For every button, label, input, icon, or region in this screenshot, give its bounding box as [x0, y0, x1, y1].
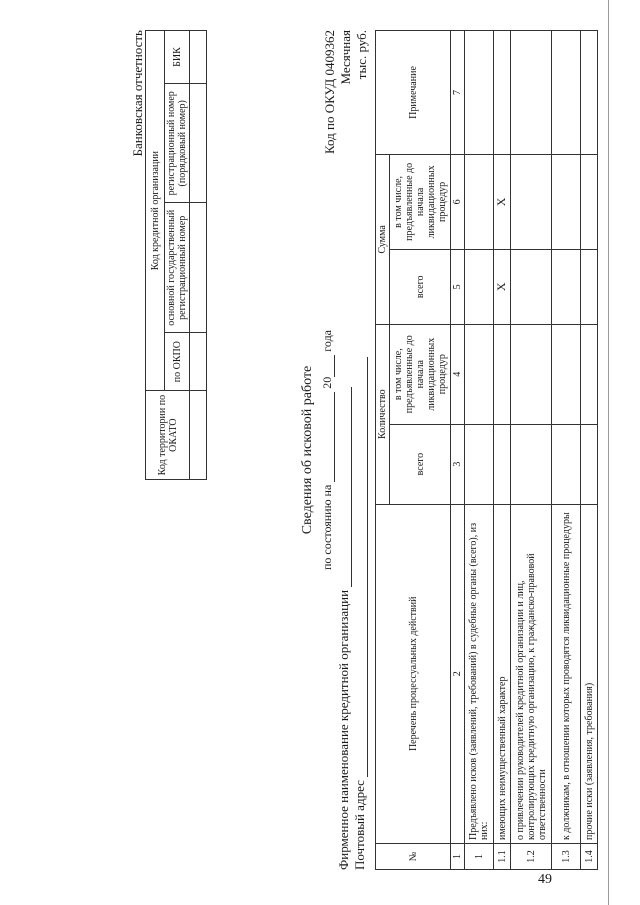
- column-number-7: 7: [451, 31, 465, 155]
- note-cell: [511, 31, 552, 155]
- sum-before-cell: [511, 154, 552, 249]
- sum-total-header: всего: [390, 249, 451, 324]
- quantity-total-cell: [465, 424, 494, 504]
- address-label: Почтовый адрес: [352, 780, 367, 870]
- quantity-before-cell: [581, 324, 598, 424]
- quantity-before-liquidation-header: в том числе, предъявленные до начала ликвидационных процедур: [390, 324, 451, 424]
- note-cell: [581, 31, 598, 155]
- column-number-5: 5: [451, 249, 465, 324]
- page-number: 49: [538, 872, 552, 887]
- okato-value-cell: [190, 391, 207, 480]
- org-name-line: [336, 350, 352, 870]
- quantity-before-cell: [465, 324, 494, 424]
- quantity-total-cell: [494, 424, 511, 504]
- ogrn-header: основной государственный регистрационный номер: [165, 203, 190, 333]
- sum-total-cell: [511, 249, 552, 324]
- table-row: [581, 31, 598, 870]
- date-blank: [334, 392, 335, 482]
- reporting-title: Банковская отчетность: [130, 30, 145, 157]
- row-label: Предъявлено исков (заявлений, требований) в судебные органы (всего), из них:: [465, 504, 494, 843]
- row-label: о привлечении руководителей кредитной организации и лиц, контролирующих кредитную организацию, к гражданско-правовой ответственности: [511, 504, 552, 843]
- year-suffix: года: [320, 329, 334, 352]
- address-blank: [367, 357, 368, 777]
- rotated-form: [130, 30, 595, 870]
- row-number: 1.3: [552, 844, 581, 870]
- ogrn-value-cell: [190, 203, 207, 333]
- col-number-header: №: [376, 844, 451, 870]
- codes-table: [145, 30, 207, 480]
- quantity-total-cell: [581, 424, 598, 504]
- okpo-header: по ОКПО: [165, 333, 190, 391]
- column-number-4: 4: [451, 324, 465, 424]
- bik-value-cell: [190, 31, 207, 84]
- sum-group-header: Сумма: [376, 154, 390, 324]
- reg-number-header: регистрационный номер (порядковый номер): [165, 84, 190, 203]
- sum-before-cell: X: [494, 154, 511, 249]
- reg-number-value-cell: [190, 84, 207, 203]
- column-number-6: 6: [451, 154, 465, 249]
- note-cell: [494, 31, 511, 155]
- table-row: [511, 31, 552, 870]
- sum-before-cell: [581, 154, 598, 249]
- row-label: к должникам, в отношении которых проводятся ликвидационные процедуры: [552, 504, 581, 843]
- table-row: [494, 31, 511, 870]
- org-name-label: Фирменное наименование кредитной организации: [336, 589, 351, 870]
- sum-before-liquidation-header: в том числе, предъявленные до начала ликвидационных процедур: [390, 154, 451, 249]
- paper-edge: [608, 0, 609, 905]
- okpo-value-cell: [190, 333, 207, 391]
- quantity-before-cell: [494, 324, 511, 424]
- note-cell: [552, 31, 581, 155]
- column-number-3: 3: [451, 424, 465, 504]
- document-title: Сведения об исковой работе: [300, 365, 315, 535]
- row-number: 1.4: [581, 844, 598, 870]
- report-date-prefix: по состоянию на: [320, 484, 334, 571]
- quantity-before-cell: [511, 324, 552, 424]
- address-line: [352, 350, 368, 870]
- note-cell: [465, 31, 494, 155]
- table-row: [552, 31, 581, 870]
- litigation-table: [375, 30, 598, 870]
- credit-org-code-header: Код кредитной организации: [146, 31, 165, 391]
- sum-total-cell: [552, 249, 581, 324]
- row-number: 1.2: [511, 844, 552, 870]
- quantity-total-cell: [511, 424, 552, 504]
- year-blank: [334, 355, 335, 377]
- okud-code: Код по ОКУД 0409362: [322, 30, 337, 155]
- quantity-before-cell: [552, 324, 581, 424]
- quantity-group-header: Количество: [376, 324, 390, 504]
- okato-header: Код территории по ОКАТО: [146, 391, 190, 480]
- quantity-total-cell: [552, 424, 581, 504]
- table-row: [465, 31, 494, 870]
- column-number-1: 1: [451, 844, 465, 870]
- sum-total-cell: [465, 249, 494, 324]
- row-number: 1: [465, 844, 494, 870]
- row-number: 1.1: [494, 844, 511, 870]
- note-header: Примечание: [376, 31, 451, 155]
- periodicity: Месячная: [338, 30, 353, 85]
- sum-before-cell: [465, 154, 494, 249]
- year-prefix: 20: [320, 376, 334, 389]
- sum-before-cell: [552, 154, 581, 249]
- sum-total-cell: [581, 249, 598, 324]
- bik-header: БИК: [165, 31, 190, 84]
- column-number-2: 2: [451, 504, 465, 843]
- quantity-total-header: всего: [390, 424, 451, 504]
- col-actions-header: Перечень процессуальных действий: [376, 504, 451, 843]
- row-label: прочие иски (заявления, требования): [581, 504, 598, 843]
- row-label: имеющих неимущественный характер: [494, 504, 511, 843]
- unit-of-measure: тыс. руб.: [354, 30, 369, 80]
- sum-total-cell: X: [494, 249, 511, 324]
